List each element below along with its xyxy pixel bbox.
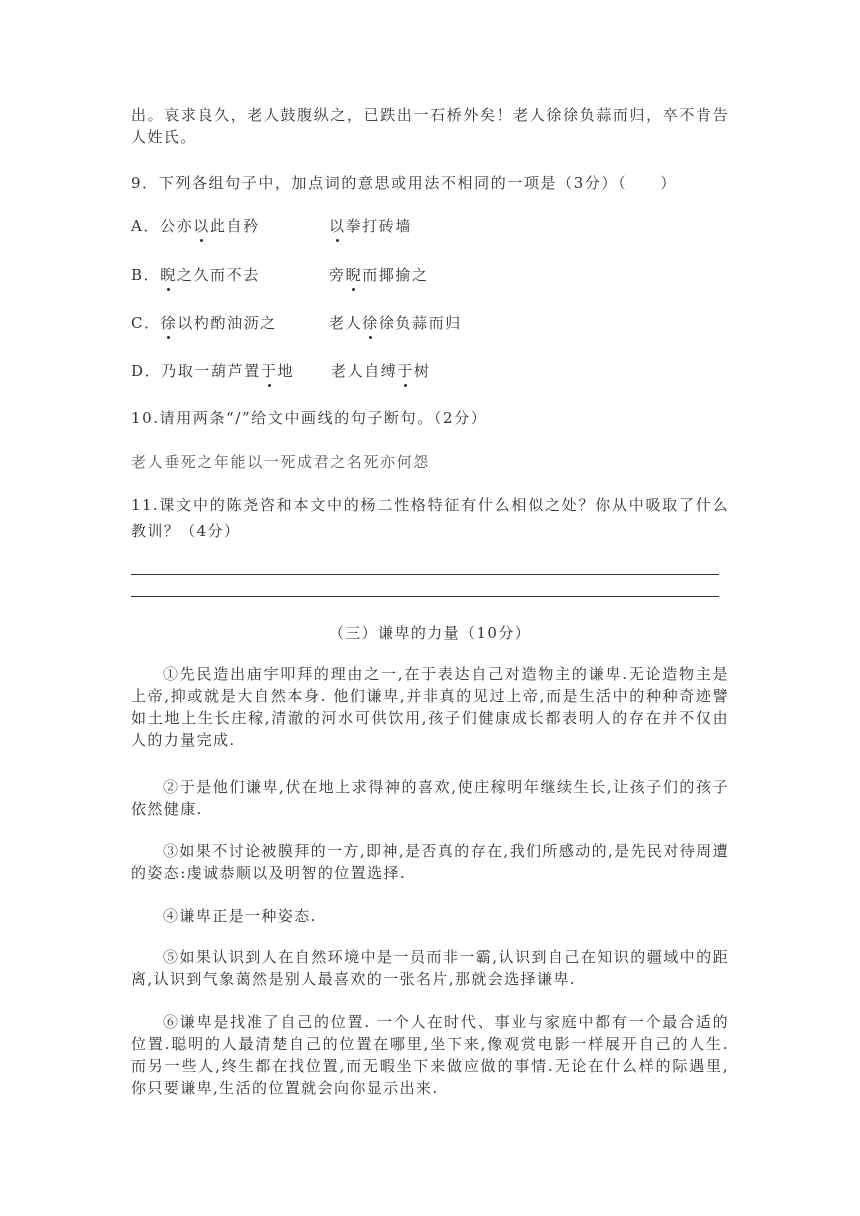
section-3-paragraph-4: ④谦卑正是一种姿态. <box>163 907 317 925</box>
question-9-option-c: C．徐以杓酌油沥之 老人徐徐负蒜而归 <box>131 314 462 332</box>
option-a-second: 以拳打砖墙 <box>329 217 413 235</box>
dotted-word: 于 <box>260 362 278 380</box>
option-c-second: 老人徐徐负蒜而归 <box>329 314 462 332</box>
section-3-paragraph-6: ⑥谦卑是找准了自己的位置. 一个人在时代、事业与家庭中都有一个最合适的位置.聪明的人最清楚自己的位置在哪里,坐下来,像观赏电影一样展开自己的人生.而另一些人,终生都在找位置,而无暇坐下来做应做的事情.无论在什么样的际遇里,你只要谦卑,生活的位置就会向你显示出来. <box>131 1013 729 1097</box>
dotted-word: 徐 <box>160 314 178 332</box>
answer-line-2[interactable] <box>131 596 719 597</box>
passage-tail: 出。哀求良久，老人鼓腹纵之，已跌出一石桥外矣！老人徐徐负蒜而归，卒不肯告人姓氏。 <box>131 106 729 146</box>
question-9-option-a: A．公亦以此自矜 以拳打砖墙 <box>131 217 413 235</box>
question-9-stem: 9．下列各组句子中，加点词的意思或用法不相同的一项是（3分）（ ） <box>131 174 677 192</box>
section-3-paragraph-1: ①先民造出庙宇叩拜的理由之一,在于表达自己对造物主的谦卑.无论造物主是上帝,抑或就是大自然本身. 他们谦卑,并非真的见过上帝,而是生活中的种种奇迹譬如土地上生长庄稼,清澈的河水可供饮用,孩子们健康成长都表明人的存在并不仅由人的力量完成. <box>131 665 729 749</box>
option-d-second: 老人自缚于树 <box>331 362 431 380</box>
dotted-word: 徐 <box>362 314 379 332</box>
question-9-option-b: B．睨之久而不去 旁睨而揶揄之 <box>131 266 429 284</box>
option-b-label: B． <box>131 266 161 284</box>
dotted-word: 睨 <box>345 266 363 284</box>
dotted-word: 睨 <box>160 266 177 284</box>
section-3-paragraph-5: ⑤如果认识到人在自然环境中是一员而非一霸,认识到自己在知识的疆域中的距离,认识到气象蔼然是别人最喜欢的一张名片,那就会选择谦卑. <box>131 948 729 988</box>
question-9-option-d: D．乃取一葫芦置于地 老人自缚于树 <box>131 362 431 380</box>
question-11-stem: 11.课文中的陈尧咨和本文中的杨二性格特征有什么相似之处？你从中吸取了什么教训？（4分） <box>131 496 729 540</box>
option-b-second: 旁睨而揶揄之 <box>329 266 429 284</box>
question-10-stem: 10.请用两条“/”给文中画线的句子断句。（2分） <box>131 409 488 427</box>
dotted-word: 以 <box>193 217 210 235</box>
question-10-sentence: 老人垂死之年能以一死成君之名死亦何怨 <box>131 453 430 471</box>
option-a-label: A． <box>131 217 161 235</box>
option-d-label: D． <box>131 362 162 380</box>
section-3-title: （三）谦卑的力量（10分） <box>328 624 532 642</box>
answer-line-1[interactable] <box>131 574 719 575</box>
option-c-label: C． <box>131 314 161 332</box>
dotted-word: 于 <box>397 362 415 380</box>
section-3-paragraph-3: ③如果不讨论被膜拜的一方,即神,是否真的存在,我们所感动的,是先民对待周遭的姿态:虔诚恭顺以及明智的位置选择. <box>131 842 729 882</box>
section-3-paragraph-2: ②于是他们谦卑,伏在地上求得神的喜欢,使庄稼明年继续生长,让孩子们的孩子依然健康. <box>131 778 729 818</box>
dotted-word: 以 <box>329 217 346 235</box>
